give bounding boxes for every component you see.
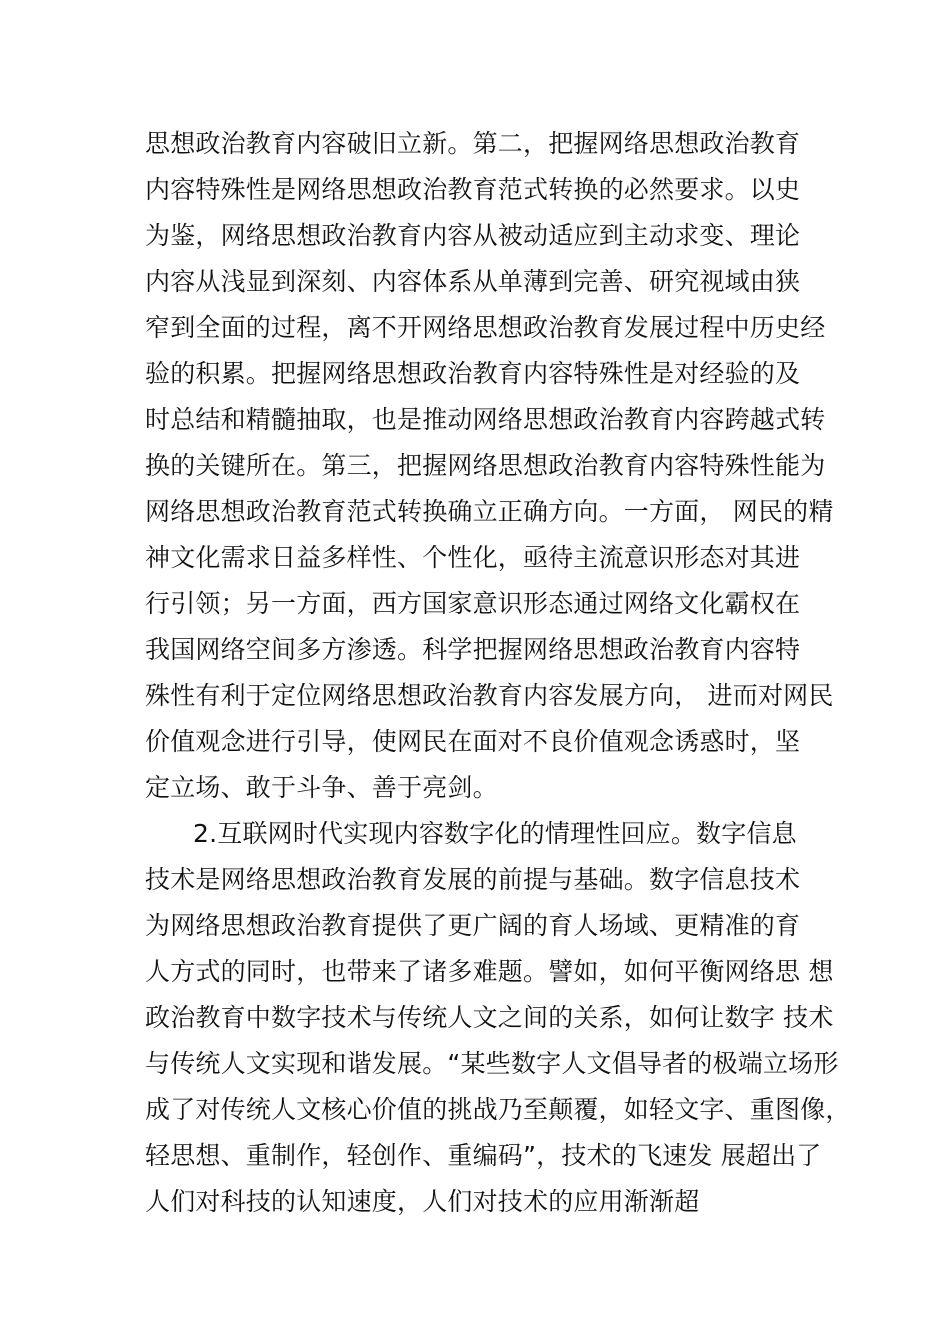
text-line: 成了对传统人文核心价值的挑战乃至颠覆，如轻文字、重图像，: [145, 1095, 851, 1124]
text-line: 思想政治教育内容破旧立新。第二，把握网络思想政治教育: [145, 129, 801, 158]
text-line: 人方式的同时，也带来了诸多难题。譬如，如何平衡网络思 想: [145, 957, 834, 986]
text-line: 人们对科技的认知速度，人们对技术的应用渐渐超: [145, 1187, 700, 1216]
text-line: 网络思想政治教育范式转换确立正确方向。一方面， 网民的精: [145, 497, 834, 526]
text-line: 为网络思想政治教育提供了更广阔的育人场域、更精准的育: [145, 911, 801, 940]
text-line: 轻思想、重制作，轻创作、重编码”，技术的飞速发 展超出了: [145, 1141, 822, 1170]
text-line: 时总结和精髓抽取，也是推动网络思想政治教育内容跨越式转: [145, 405, 826, 434]
text-line: 我国网络空间多方渗透。科学把握网络思想政治教育内容特: [145, 635, 801, 664]
text-line: 殊性有利于定位网络思想政治教育内容发展方向， 进而对网民: [145, 681, 834, 710]
text-line: 与传统人文实现和谐发展。“某些数字人文倡导者的极端立场形: [145, 1049, 839, 1078]
text-line: 验的积累。把握网络思想政治教育内容特殊性是对经验的及: [145, 359, 801, 388]
text-line: 政治教育中数字技术与传统人文之间的关系，如何让数字 技术: [145, 1003, 834, 1032]
text-line: 技术是网络思想政治教育发展的前提与基础。数字信息技术: [145, 865, 801, 894]
text-line: 定立场、敢于斗争、善于亮剑。: [145, 773, 498, 802]
text-line: 内容从浅显到深刻、内容体系从单薄到完善、研究视域由狭: [145, 267, 801, 296]
text-line: 窄到全面的过程，离不开网络思想政治教育发展过程中历史经: [145, 313, 826, 342]
text-line: 神文化需求日益多样性、个性化，亟待主流意识形态对其进: [145, 543, 801, 572]
text-line: 换的关键所在。第三，把握网络思想政治教育内容特殊性能为: [145, 451, 826, 480]
section-heading-line: 2.互联网时代实现内容数字化的情理性回应。数字信息: [193, 819, 797, 848]
text-line: 行引领；另一方面，西方国家意识形态通过网络文化霸权在: [145, 589, 801, 618]
text-line: 内容特殊性是网络思想政治教育范式转换的必然要求。以史: [145, 175, 801, 204]
text-line: 价值观念进行引导，使网民在面对不良价值观念诱惑时，坚: [145, 727, 801, 756]
text-line: 为鉴，网络思想政治教育内容从被动适应到主动求变、理论: [145, 221, 801, 250]
